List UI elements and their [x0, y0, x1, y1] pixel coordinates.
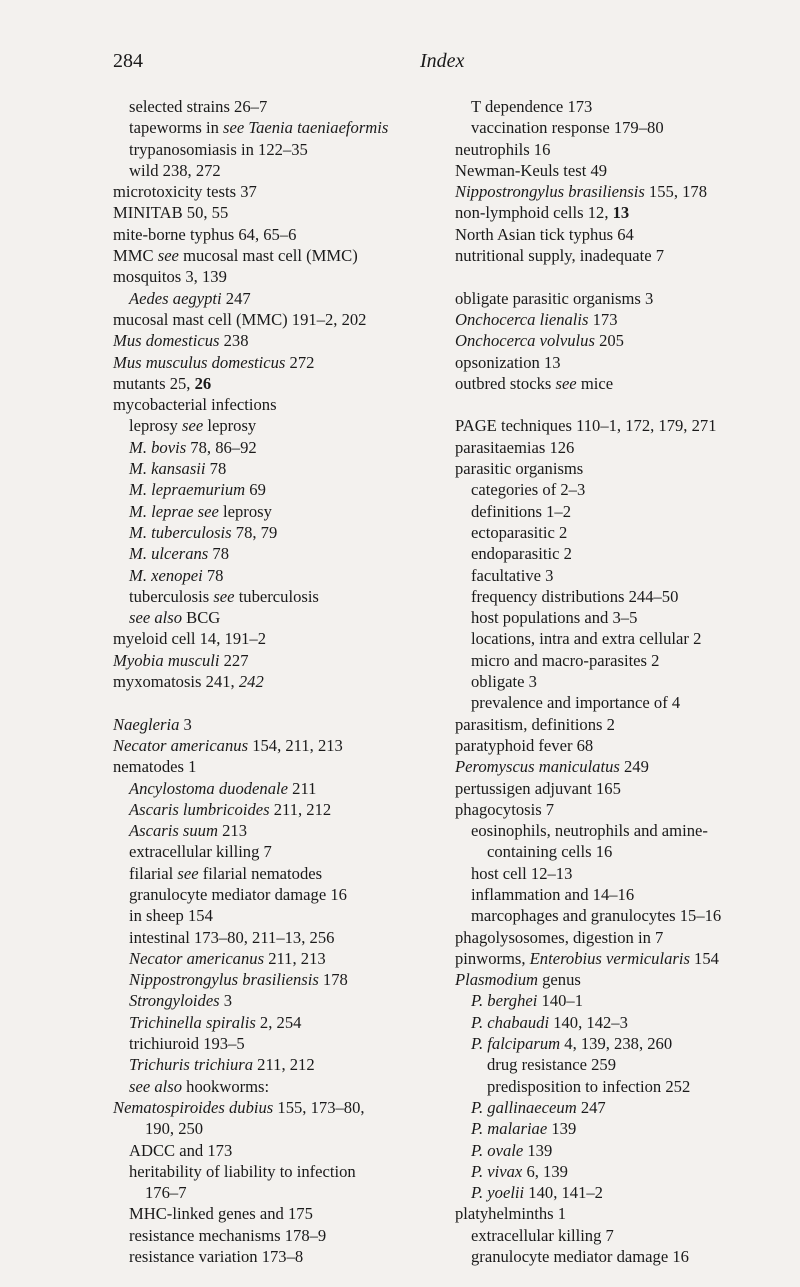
entry-text: 249	[619, 757, 649, 777]
index-entry	[455, 1054, 775, 1075]
entry-text: eosinophils, neutrophils and amine-	[471, 821, 708, 841]
italic-term: M. lepraemurium	[129, 480, 246, 500]
index-entry	[455, 586, 775, 607]
italic-term: Aedes aegypti	[129, 288, 222, 308]
italic-term: M. kansasii	[129, 459, 206, 479]
entry-text: myxomatosis 241,	[113, 672, 239, 692]
index-entry	[113, 181, 448, 202]
index-column-right	[455, 96, 775, 1267]
bold-page-ref: 13	[612, 203, 630, 223]
italic-term: Plasmodium	[455, 970, 538, 990]
entry-text: mucosal mast cell (MMC) 191–2, 202	[113, 309, 367, 329]
entry-text: 78, 86–92	[186, 437, 257, 457]
entry-text: frequency distributions 244–50	[471, 586, 679, 606]
index-entry	[455, 1246, 775, 1267]
index-entry	[113, 756, 448, 777]
index-entry	[455, 671, 775, 692]
index-entry	[113, 288, 448, 309]
index-entry	[113, 309, 448, 330]
index-entry	[455, 373, 775, 394]
index-entry	[455, 820, 775, 841]
entry-text: 4, 139, 238, 260	[560, 1034, 673, 1054]
entry-text: 78	[208, 544, 230, 564]
index-entry	[113, 820, 448, 841]
entry-text: 176–7	[145, 1183, 187, 1203]
entry-text: 3	[219, 991, 233, 1011]
index-entry	[113, 841, 448, 862]
index-entry	[455, 756, 775, 777]
italic-term: Trichuris trichiura	[129, 1055, 254, 1075]
entry-text: 140, 142–3	[549, 1012, 628, 1032]
entry-text: outbred stocks	[455, 373, 556, 393]
index-entry	[113, 117, 448, 138]
entry-text: 2, 254	[255, 1012, 302, 1032]
entry-text: genus	[537, 970, 581, 990]
entry-text: trypanosomiasis in 122–35	[129, 139, 308, 159]
entry-text: obligate parasitic organisms 3	[455, 288, 654, 308]
entry-text: MHC-linked genes and 175	[129, 1204, 313, 1224]
italic-term: Ascaris suum	[129, 821, 218, 841]
entry-text: in sheep 154	[129, 906, 213, 926]
italic-term: Taenia taeniaeformis	[248, 118, 389, 138]
index-entry	[455, 607, 775, 628]
entry-text: ADCC and 173	[129, 1140, 233, 1160]
index-entry	[113, 479, 448, 500]
entry-text: pertussigen adjuvant 165	[455, 778, 621, 798]
index-entry	[113, 650, 448, 671]
italic-term: see	[182, 416, 204, 436]
entry-text: 205	[594, 331, 624, 351]
index-entry	[455, 245, 775, 266]
italic-term: Enterobius vermicularis	[529, 948, 690, 968]
index-entry	[455, 1012, 775, 1033]
entry-text: myeloid cell 14, 191–2	[113, 629, 267, 649]
entry-text: 213	[217, 821, 248, 841]
index-entry	[455, 330, 775, 351]
index-entry	[455, 692, 775, 713]
entry-text: mutants 25,	[113, 373, 195, 393]
index-entry	[455, 1182, 775, 1203]
entry-text: categories of 2–3	[471, 480, 586, 500]
entry-text: 154, 211, 213	[248, 735, 343, 755]
index-entry	[455, 841, 775, 862]
index-entry	[455, 437, 775, 458]
entry-text: 6, 139	[522, 1161, 568, 1181]
index-entry	[113, 522, 448, 543]
index-entry	[455, 628, 775, 649]
entry-text: intestinal 173–80, 211–13, 256	[129, 927, 335, 947]
entry-text: 211, 212	[253, 1055, 315, 1075]
italic-term: Strongyloides	[129, 991, 220, 1011]
index-entry	[113, 905, 448, 926]
index-entry	[113, 1203, 448, 1224]
index-entry	[113, 501, 448, 522]
index-entry	[455, 117, 775, 138]
entry-text: mycobacterial infections	[113, 395, 277, 415]
entry-text: 238	[219, 331, 249, 351]
index-entry	[455, 884, 775, 905]
index-entry	[455, 714, 775, 735]
entry-text: leprosy	[203, 416, 257, 436]
index-entry	[455, 969, 775, 990]
index-entry	[455, 799, 775, 820]
entry-text: extracellular killing 7	[471, 1225, 614, 1245]
entry-text: leprosy	[218, 501, 272, 521]
index-entry	[455, 522, 775, 543]
index-entry	[455, 735, 775, 756]
entry-text: parasitism, definitions 2	[455, 714, 615, 734]
entry-text: trichiuroid 193–5	[129, 1034, 245, 1054]
index-entry	[455, 1225, 775, 1246]
entry-text: 154	[689, 948, 719, 968]
index-entry	[455, 948, 775, 969]
entry-text: 227	[219, 650, 249, 670]
index-entry	[113, 799, 448, 820]
entry-text: 272	[285, 352, 315, 372]
entry-text: 173	[588, 309, 618, 329]
entry-text: mosquitos 3, 139	[113, 267, 227, 287]
index-entry	[455, 1097, 775, 1118]
italic-term: Naegleria	[113, 714, 180, 734]
entry-text: parasitic organisms	[455, 459, 584, 479]
entry-text: granulocyte mediator damage 16	[471, 1247, 689, 1267]
italic-term: Peromyscus maniculatus	[455, 757, 620, 777]
index-entry	[113, 437, 448, 458]
entry-text: host cell 12–13	[471, 863, 573, 883]
index-entry	[113, 607, 448, 628]
section-gap	[455, 394, 775, 415]
entry-text: 178	[318, 970, 348, 990]
entry-text: endoparasitic 2	[471, 544, 572, 564]
italic-term: Nippostrongylus brasiliensis	[455, 182, 645, 202]
index-entry	[113, 202, 448, 223]
index-entry	[455, 415, 775, 436]
entry-text: marcophages and granulocytes 15–16	[471, 906, 722, 926]
italic-term: M. bovis	[129, 437, 187, 457]
entry-text: North Asian tick typhus 64	[455, 224, 634, 244]
index-entry	[455, 1161, 775, 1182]
index-entry	[455, 543, 775, 564]
index-entry	[113, 565, 448, 586]
entry-text: leprosy	[129, 416, 182, 436]
entry-text: drug resistance 259	[487, 1055, 617, 1075]
index-entry	[113, 1246, 448, 1267]
italic-term: see	[197, 501, 219, 521]
index-entry	[113, 160, 448, 181]
italic-term: Onchocerca lienalis	[455, 309, 589, 329]
index-entry	[113, 543, 448, 564]
italic-term: see also	[129, 608, 182, 628]
italic-term: P. berghei	[471, 991, 538, 1011]
index-entry	[113, 1225, 448, 1246]
entry-text: 78	[205, 459, 227, 479]
section-gap	[113, 692, 448, 713]
entry-text: hookworms:	[182, 1076, 270, 1096]
index-entry	[113, 735, 448, 756]
index-entry	[113, 224, 448, 245]
italic-term: Mus domesticus	[113, 331, 220, 351]
entry-text: 211, 213	[264, 948, 326, 968]
italic-term: see	[157, 246, 179, 266]
entry-text: definitions 1–2	[471, 501, 572, 521]
entry-text: containing cells 16	[487, 842, 613, 862]
index-entry	[455, 352, 775, 373]
italic-term: P. vivax	[471, 1161, 523, 1181]
italic-term: Nematospiroides dubius	[113, 1097, 274, 1117]
italic-term: M. ulcerans	[129, 544, 209, 564]
entry-text: resistance mechanisms 178–9	[129, 1225, 327, 1245]
index-entry	[113, 245, 448, 266]
italic-term: Nippostrongylus brasiliensis	[129, 970, 319, 990]
index-entry	[455, 863, 775, 884]
entry-text: 247	[221, 288, 251, 308]
entry-text: 140–1	[537, 991, 584, 1011]
italic-term: Trichinella spiralis	[129, 1012, 256, 1032]
entry-text: platyhelminths 1	[455, 1204, 567, 1224]
entry-text: mite-borne typhus 64, 65–6	[113, 224, 297, 244]
index-entry	[113, 1054, 448, 1075]
entry-text: 78, 79	[231, 522, 278, 542]
index-entry	[113, 96, 448, 117]
italic-term: Necator americanus	[113, 735, 249, 755]
entry-text: 155, 178	[644, 182, 708, 202]
index-entry	[113, 586, 448, 607]
entry-text: extracellular killing 7	[129, 842, 272, 862]
entry-text: BCG	[182, 608, 221, 628]
index-entry	[455, 990, 775, 1011]
entry-text: granulocyte mediator damage 16	[129, 884, 347, 904]
entry-text: mice	[576, 373, 614, 393]
italic-term: see	[555, 373, 577, 393]
index-entry	[113, 671, 448, 692]
entry-text: Newman-Keuls test 49	[455, 160, 608, 180]
index-entry	[113, 330, 448, 351]
page-number: 284	[113, 50, 143, 72]
entry-text: resistance variation 173–8	[129, 1247, 304, 1267]
entry-text: nematodes 1	[113, 757, 197, 777]
index-entry	[455, 1076, 775, 1097]
entry-text: phagolysosomes, digestion in 7	[455, 927, 664, 947]
entry-text: non-lymphoid cells 12,	[455, 203, 613, 223]
index-entry	[455, 501, 775, 522]
entry-text: filarial nematodes	[198, 863, 323, 883]
entry-text: ectoparasitic 2	[471, 522, 568, 542]
italic-term: P. yoelii	[471, 1183, 525, 1203]
entry-text: 155, 173–80,	[273, 1097, 365, 1117]
entry-text: opsonization 13	[455, 352, 561, 372]
index-entry	[113, 394, 448, 415]
section-gap	[455, 266, 775, 287]
italic-term: 242	[238, 672, 264, 692]
index-entry	[455, 778, 775, 799]
entry-text: facultative 3	[471, 565, 554, 585]
entry-text: pinworms,	[455, 948, 530, 968]
italic-term: P. ovale	[471, 1140, 524, 1160]
index-entry	[113, 927, 448, 948]
index-entry	[113, 969, 448, 990]
index-entry	[455, 224, 775, 245]
entry-text: parasitaemias 126	[455, 437, 575, 457]
entry-text: prevalence and importance of 4	[471, 693, 681, 713]
index-entry	[113, 139, 448, 160]
index-entry	[455, 458, 775, 479]
italic-term: see	[177, 863, 199, 883]
entry-text: obligate 3	[471, 672, 537, 692]
entry-text: PAGE techniques 110–1, 172, 179, 271	[455, 416, 717, 436]
index-entry	[455, 139, 775, 160]
index-entry	[455, 1033, 775, 1054]
entry-text: 3	[179, 714, 192, 734]
index-entry	[113, 1033, 448, 1054]
index-column-left	[113, 96, 448, 1267]
index-entry	[113, 863, 448, 884]
index-entry	[113, 266, 448, 287]
entry-text: inflammation and 14–16	[471, 884, 635, 904]
index-entry	[113, 1161, 448, 1182]
italic-term: M. xenopei	[129, 565, 203, 585]
entry-text: wild 238, 272	[129, 160, 221, 180]
entry-text: heritability of liability to infection	[129, 1161, 356, 1181]
index-entry	[113, 415, 448, 436]
entry-text: vaccination response 179–80	[471, 118, 664, 138]
entry-text: tapeworms in	[129, 118, 224, 138]
index-entry	[113, 1076, 448, 1097]
index-entry	[113, 714, 448, 735]
index-entry	[113, 990, 448, 1011]
index-entry	[455, 160, 775, 181]
entry-text: filarial	[129, 863, 178, 883]
index-entry	[113, 1182, 448, 1203]
entry-text: mucosal mast cell (MMC)	[178, 246, 358, 266]
entry-text: neutrophils 16	[455, 139, 551, 159]
italic-term: Necator americanus	[129, 948, 265, 968]
entry-text: 211, 212	[269, 799, 332, 819]
entry-text: paratyphoid fever 68	[455, 735, 594, 755]
entry-text: T dependence 173	[471, 97, 593, 116]
index-entry	[113, 458, 448, 479]
entry-text: 78	[202, 565, 224, 585]
italic-term: see	[223, 118, 245, 138]
italic-term: Myobia musculi	[113, 650, 220, 670]
index-entry	[113, 884, 448, 905]
italic-term: M. leprae	[129, 501, 194, 521]
italic-term: see	[213, 586, 235, 606]
italic-term: P. gallinaeceum	[471, 1097, 577, 1117]
index-entry	[113, 1140, 448, 1161]
entry-text: 190, 250	[145, 1119, 204, 1139]
index-entry	[455, 565, 775, 586]
index-entry	[113, 1097, 448, 1118]
index-entry	[455, 1140, 775, 1161]
index-entry	[113, 1012, 448, 1033]
index-entry	[113, 628, 448, 649]
index-entry	[113, 1118, 448, 1139]
entry-text: micro and macro-parasites 2	[471, 650, 660, 670]
index-entry	[455, 96, 775, 117]
entry-text: 139	[547, 1119, 577, 1139]
index-entry	[455, 479, 775, 500]
entry-text: host populations and 3–5	[471, 608, 638, 628]
index-entry	[455, 927, 775, 948]
entry-text: phagocytosis 7	[455, 799, 555, 819]
entry-text: 211	[288, 778, 317, 798]
index-entry	[113, 948, 448, 969]
bold-page-ref: 26	[194, 373, 212, 393]
index-entry	[455, 650, 775, 671]
running-head: Index	[420, 50, 465, 72]
entry-text: 247	[576, 1097, 606, 1117]
italic-term: P. malariae	[471, 1119, 548, 1139]
italic-term: Mus musculus domesticus	[113, 352, 286, 372]
entry-text: 69	[245, 480, 266, 500]
entry-text: predisposition to infection 252	[487, 1076, 691, 1096]
entry-text: locations, intra and extra cellular 2	[471, 629, 702, 649]
index-entry	[455, 309, 775, 330]
entry-text: tuberculosis	[234, 586, 319, 606]
index-entry	[455, 202, 775, 223]
italic-term: P. falciparum	[471, 1034, 561, 1054]
entry-text: MMC	[113, 246, 158, 266]
entry-text: 139	[523, 1140, 553, 1160]
entry-text: nutritional supply, inadequate 7	[455, 246, 665, 266]
entry-text: 140, 141–2	[524, 1183, 603, 1203]
index-entry	[455, 288, 775, 309]
index-entry	[113, 778, 448, 799]
entry-text: selected strains 26–7	[129, 97, 268, 116]
index-entry	[113, 373, 448, 394]
italic-term: Ascaris lumbricoides	[129, 799, 270, 819]
italic-term: P. chabaudi	[471, 1012, 550, 1032]
entry-text: tuberculosis	[129, 586, 214, 606]
index-entry	[113, 352, 448, 373]
entry-text: microtoxicity tests 37	[113, 182, 257, 202]
italic-term: M. tuberculosis	[129, 522, 232, 542]
index-entry	[455, 1118, 775, 1139]
italic-term: Ancylostoma duodenale	[129, 778, 288, 798]
index-entry	[455, 905, 775, 926]
index-entry	[455, 1203, 775, 1224]
italic-term: see also	[129, 1076, 182, 1096]
italic-term: Onchocerca volvulus	[455, 331, 595, 351]
entry-text: MINITAB 50, 55	[113, 203, 229, 223]
index-entry	[455, 181, 775, 202]
